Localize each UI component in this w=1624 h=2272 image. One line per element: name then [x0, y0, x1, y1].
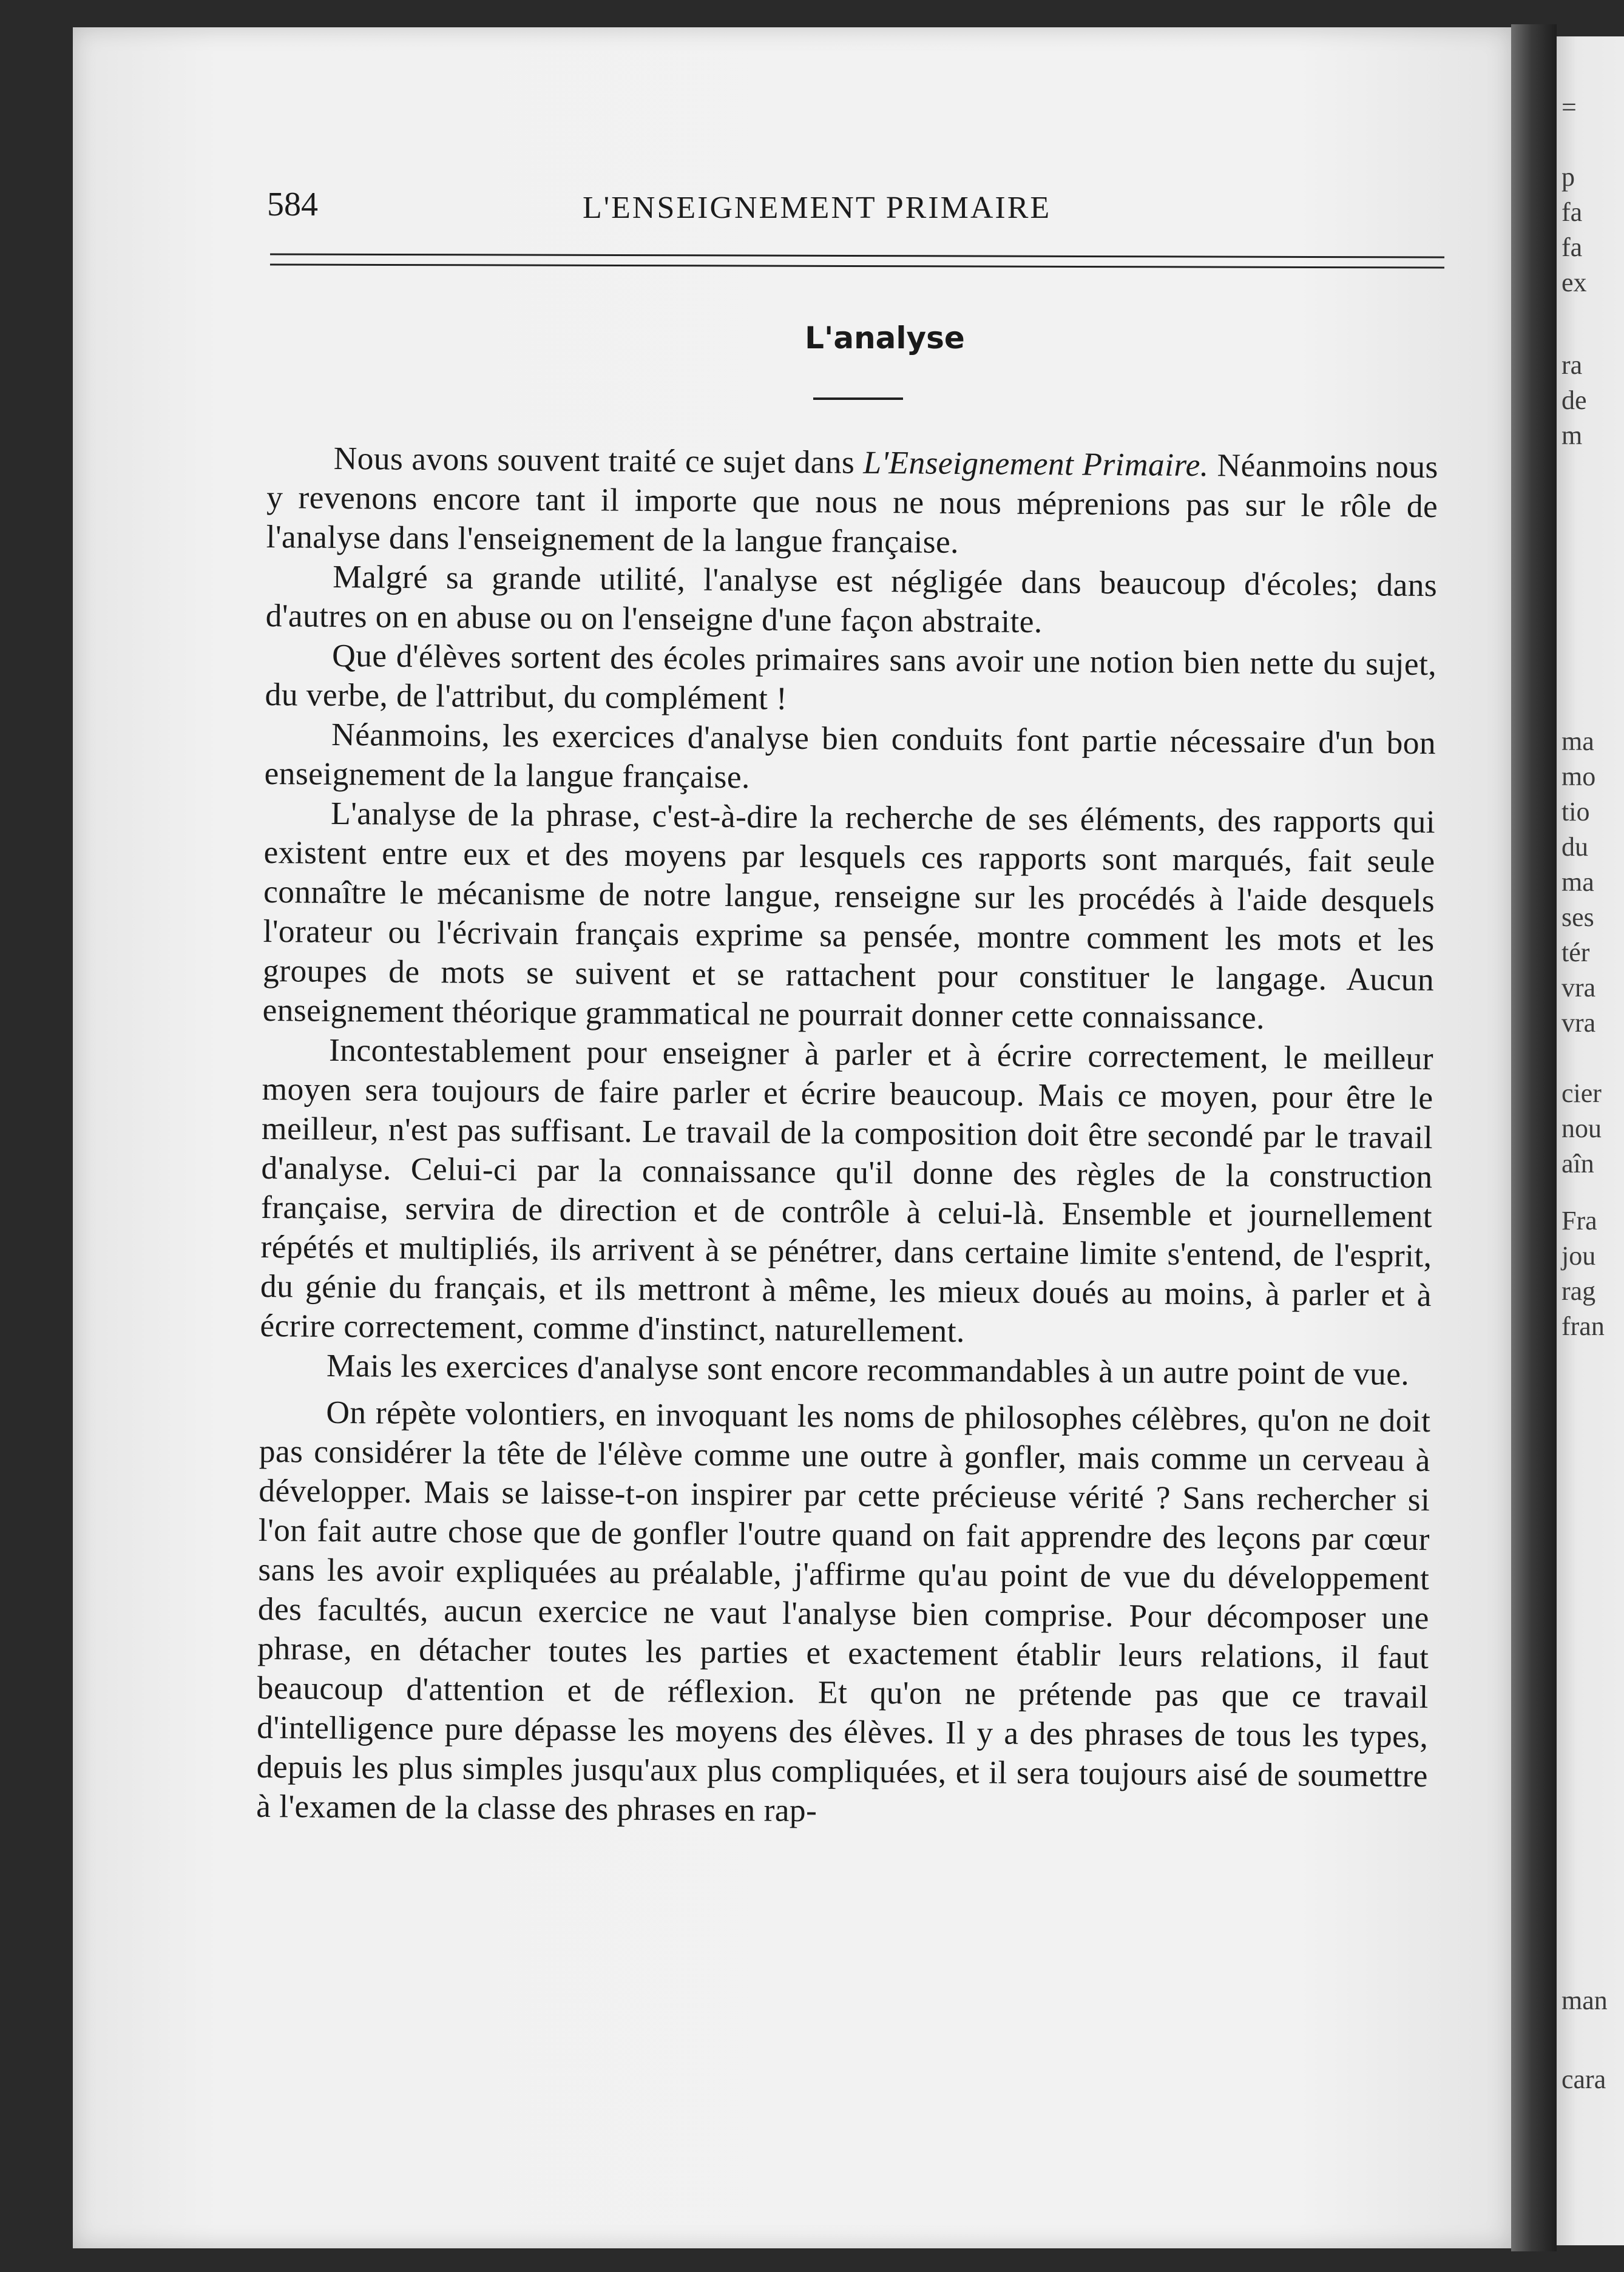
facing-fragment: = — [1561, 92, 1577, 122]
paragraph: Mais les exercices d'analyse sont encore recommandables à un autre point de vue. — [326, 1347, 1410, 1392]
facing-fragment: vra — [1561, 1008, 1596, 1038]
facing-fragment: fa — [1561, 197, 1583, 227]
facing-fragment: man — [1561, 1986, 1608, 2015]
facing-fragment: cier — [1561, 1078, 1602, 1108]
paragraph: Nous avons souvent traité ce sujet dans L'Enseignement Primaire. Néanmoins nous y revenons encore tant il importe que nous ne nous méprenions pas sur le rôle de l'analyse dans l'enseignement de la langue française. — [266, 439, 1438, 560]
facing-fragment: de — [1561, 385, 1587, 415]
facing-fragment: cara — [1561, 2064, 1606, 2094]
paragraph: Malgré sa grande utilité, l'analyse est négligée dans beaucoup d'écoles; dans d'autres on en abuse ou on l'enseigne d'une façon abstraite. — [265, 558, 1438, 640]
facing-fragment: mo — [1561, 762, 1596, 791]
book-binding-gutter — [1511, 24, 1557, 2251]
facing-fragment: fa — [1561, 232, 1583, 262]
facing-fragment: Fra — [1561, 1206, 1597, 1236]
facing-page-edge — [1557, 36, 1624, 2245]
publication-title: L'Enseignement Primaire. — [863, 444, 1209, 484]
facing-fragment: vra — [1561, 973, 1596, 1002]
title-divider — [813, 397, 903, 400]
facing-fragment: fran — [1561, 1311, 1605, 1341]
paragraph: Incontestablement pour enseigner à parler et à écrire correctement, le meilleur moyen sera toujours de faire parler et écrire beaucoup. Mais ce moyen, pour être le meilleur, n'est pas suffisant. Le travail de la composition doit être secondé par le travail d'analyse. Celui-ci par la connaissance qu'il donne des règles de la construction française, servira de direction et de contrôle à celui-là. Ensemble et journellement répétés et multipliés, ils arrivent à se pénétrer, dans certaine limite s'entend, de l'esprit, du génie du français, et ils mettront à même, les mieux doués au moins, à parler et à écrire correctement, comme d'instinct, naturellement. — [260, 1031, 1434, 1350]
facing-fragment: m — [1561, 421, 1583, 450]
facing-fragment: jou — [1561, 1241, 1596, 1271]
facing-fragment: du — [1561, 832, 1588, 862]
page-number: 584 — [267, 186, 318, 223]
facing-fragment: aîn — [1561, 1149, 1594, 1178]
facing-fragment: ex — [1561, 268, 1587, 297]
paragraph: Que d'élèves sortent des écoles primaires sans avoir une notion bien nette du sujet, du verbe, de l'attribut, du complément ! — [265, 637, 1437, 717]
article-title: L'analyse — [805, 320, 965, 356]
facing-fragment: ma — [1561, 867, 1594, 897]
running-title: L'ENSEIGNEMENT PRIMAIRE — [583, 191, 1052, 225]
facing-fragment: tér — [1561, 938, 1590, 967]
facing-fragment: ma — [1561, 726, 1594, 756]
facing-fragment: p — [1561, 162, 1575, 192]
facing-fragment: ra — [1561, 350, 1583, 380]
article-body — [256, 438, 1438, 1835]
facing-fragment: rag — [1561, 1276, 1596, 1306]
paragraph: Néanmoins, les exercices d'analyse bien conduits font partie nécessaire d'un bon enseignement de la langue française. — [264, 715, 1436, 796]
facing-fragment: ses — [1561, 902, 1594, 932]
paragraph: On répète volontiers, en invoquant les noms de philosophes célèbres, qu'on ne doit pas considérer la tête de l'élève comme une outre à gonfler, mais comme un cerveau à développer. Mais se laisse-t-on inspirer par cette précieuse vérité ? Sans rechercher si l'on fait autre chose que de gonfler l'outre quand on fait apprendre des leçons par cœur sans les avoir expliquées au préalable, j'affirme qu'au point de vue du développement des facultés, aucun exercice ne vaut l'analyse bien comprise. Pour décomposer une phrase, en détacher toutes les parties et exactement établir leurs relations, il faut beaucoup d'attention et de réflexion. Et qu'on ne prétende pas que ce travail d'intelligence pure dépasse les moyens des élèves. Il y a des phrases de tous les types, depuis les plus simples jusqu'aux plus compliquées, et il sera toujours aisé de soumettre à l'examen de la classe des phrases en rap- — [256, 1393, 1431, 1829]
paragraph: L'analyse de la phrase, c'est-à-dire la recherche de ses éléments, des rapports qui existent entre eux et des moyens par lesquels ces rapports sont marqués, fait seule connaître le mécanisme de notre langue, renseigne sur les procédés à l'aide desquels l'orateur ou l'écrivain français exprime sa pensée, montre comment les mots et les groupes de mots se suivent et se rattachent pour constituer le langage. Aucun enseignement théorique grammatical ne pourrait donner cette connaissance. — [262, 794, 1436, 1036]
facing-fragment: nou — [1561, 1114, 1602, 1143]
facing-fragment: tio — [1561, 797, 1590, 827]
running-header — [267, 185, 1444, 234]
